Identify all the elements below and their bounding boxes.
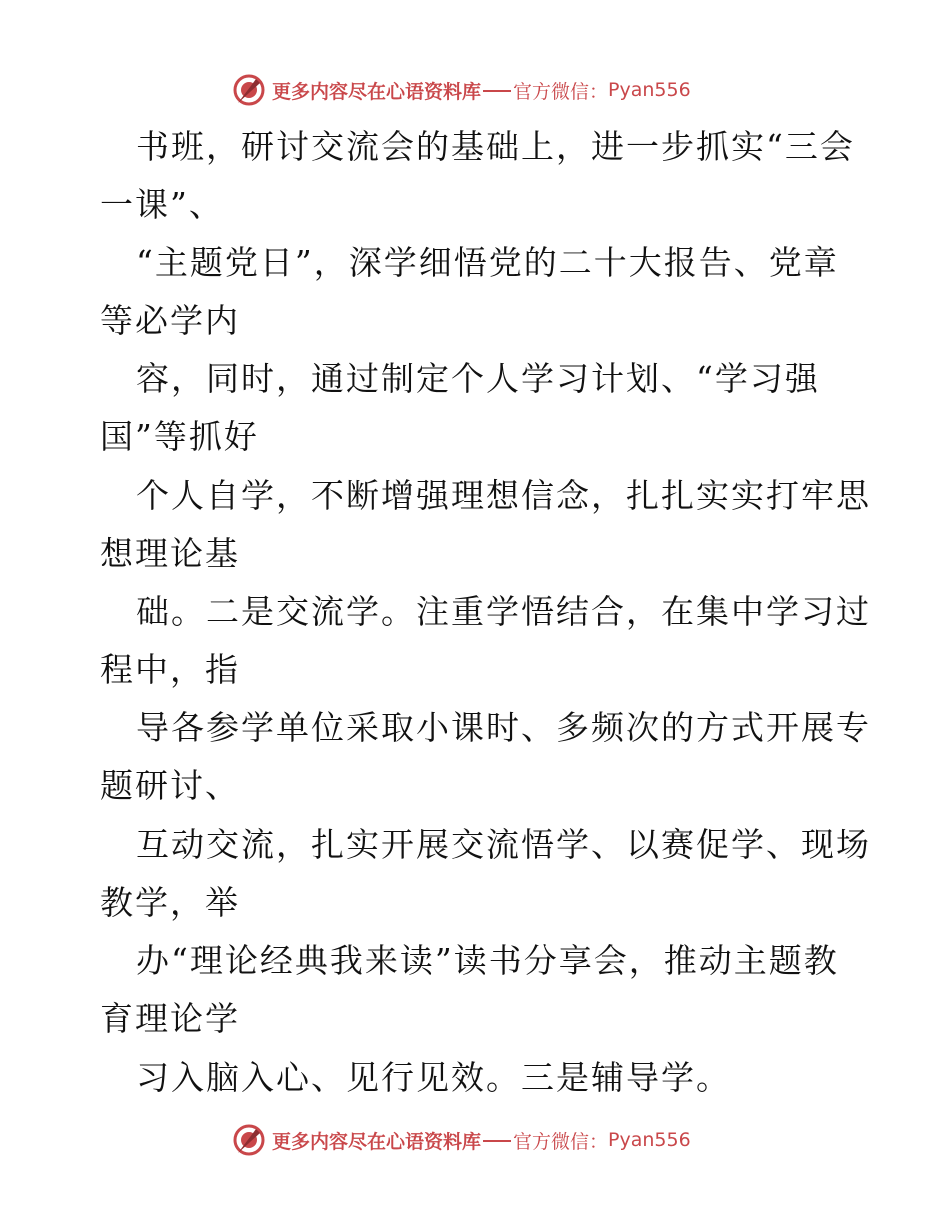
watermark-wechat-id: Pyan556 (608, 1129, 691, 1151)
body-line: 习入脑入心、见行见效。三是辅导学。 (136, 1058, 731, 1097)
body-line: “主题党日”，深学细悟党的二十大报告、党章 (136, 243, 839, 282)
body-line: 书班，研讨交流会的基础上，进一步抓实“三会 (136, 127, 855, 166)
watermark-title: 更多内容尽在心语资料库 (272, 80, 482, 103)
body-line: 想理论基 (100, 534, 240, 573)
watermark-title: 更多内容尽在心语资料库 (272, 1130, 482, 1153)
body-line: 容，同时，通过制定个人学习计划、“学习强 (136, 359, 820, 398)
quill-logo-icon (232, 1123, 266, 1157)
body-line: 国”等抓好 (100, 417, 259, 456)
body-line: 办“理论经典我来读”读书分享会，推动主题教 (136, 941, 839, 980)
body-line: 教学，举 (100, 883, 240, 922)
watermark-dash (483, 1140, 511, 1142)
body-line: 互动交流，扎实开展交流悟学、以赛促学、现场 (136, 825, 871, 864)
body-line: 导各参学单位采取小课时、多频次的方式开展专 (136, 708, 871, 747)
watermark-dash (483, 90, 511, 92)
watermark-wechat-id: Pyan556 (608, 79, 691, 101)
watermark-official-label: 官方微信： (513, 1130, 609, 1153)
body-line: 题研讨、 (100, 766, 240, 805)
footer-watermark (232, 1120, 752, 1160)
body-line: 一课”、 (100, 185, 224, 224)
watermark-official-label: 官方微信： (513, 80, 609, 103)
body-line: 个人自学，不断增强理想信念，扎扎实实打牢思 (136, 476, 871, 515)
body-line: 础。二是交流学。注重学悟结合，在集中学习过 (136, 592, 871, 631)
header-watermark (232, 70, 752, 110)
body-line: 育理论学 (100, 999, 240, 1038)
quill-logo-icon (232, 73, 266, 107)
body-line: 等必学内 (100, 301, 240, 340)
body-line: 程中，指 (100, 650, 240, 689)
